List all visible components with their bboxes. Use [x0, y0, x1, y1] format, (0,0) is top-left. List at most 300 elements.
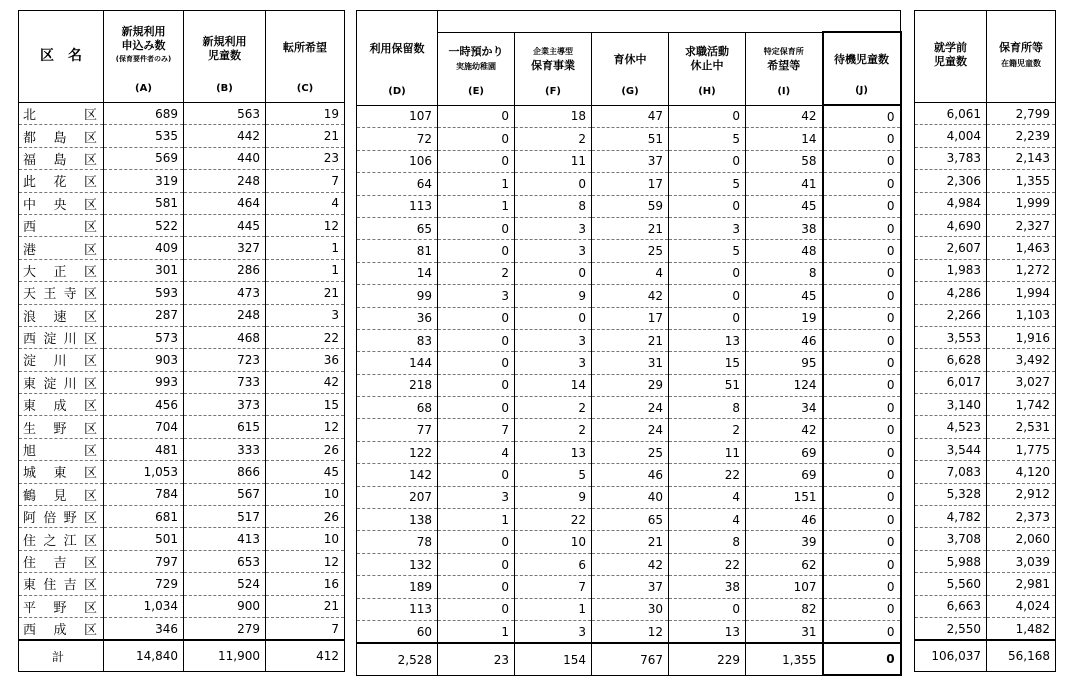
cell-a: 569	[104, 147, 184, 169]
cell-b: 468	[184, 326, 266, 348]
cell-i: 46	[746, 509, 823, 531]
cell-g: 37	[592, 576, 669, 598]
cell-a: 301	[104, 259, 184, 281]
cell-g: 31	[592, 352, 669, 374]
cell-c: 23	[266, 147, 345, 169]
ward-name: 生 野 区	[19, 416, 104, 438]
cell-g: 17	[592, 307, 669, 329]
cell-b: 11,900	[184, 640, 266, 672]
ward-name: 天王寺区	[19, 282, 104, 304]
cell-j: 0	[823, 419, 901, 441]
ward-name: 此 花 区	[19, 170, 104, 192]
cell-k: 6,628	[915, 349, 987, 371]
table-row	[915, 304, 1056, 326]
cell-h: 2	[669, 419, 746, 441]
waiting-table	[356, 10, 902, 676]
cell-j: 0	[823, 553, 901, 575]
cell-e: 0	[438, 464, 515, 486]
cell-f: 8	[515, 195, 592, 217]
cell-e: 23	[438, 643, 515, 675]
children-table	[914, 10, 1056, 672]
cell-a: 581	[104, 192, 184, 214]
cell-i: 31	[746, 620, 823, 643]
table-row	[19, 170, 345, 192]
cell-c: 16	[266, 573, 345, 595]
cell-f: 7	[515, 576, 592, 598]
cell-k: 4,782	[915, 506, 987, 528]
cell-c: 3	[266, 304, 345, 326]
ward-name: 旭 区	[19, 438, 104, 460]
cell-d: 113	[357, 598, 438, 620]
cell-a: 1,053	[104, 461, 184, 483]
cell-e: 3	[438, 285, 515, 307]
ward-name: 都 島 区	[19, 125, 104, 147]
cell-c: 26	[266, 438, 345, 460]
cell-b: 653	[184, 550, 266, 572]
cell-e: 4	[438, 441, 515, 463]
cell-e: 0	[438, 150, 515, 172]
cell-g: 17	[592, 173, 669, 195]
cell-d: 99	[357, 285, 438, 307]
cell-k: 6,663	[915, 595, 987, 617]
cell-h: 22	[669, 464, 746, 486]
cell-f: 13	[515, 441, 592, 463]
header-e: 一時預かり 実施幼稚園 (E)	[438, 32, 515, 105]
cell-c: 22	[266, 326, 345, 348]
cell-l: 2,981	[987, 573, 1056, 595]
header-b: 新規利用 児童数 (B)	[184, 11, 266, 103]
cell-b: 615	[184, 416, 266, 438]
cell-f: 3	[515, 329, 592, 351]
cell-d: 14	[357, 262, 438, 284]
cell-k: 2,306	[915, 170, 987, 192]
cell-l: 2,239	[987, 125, 1056, 147]
cell-k: 4,984	[915, 192, 987, 214]
cell-f: 3	[515, 217, 592, 239]
cell-h: 8	[669, 397, 746, 419]
cell-d: 138	[357, 509, 438, 531]
cell-d: 83	[357, 329, 438, 351]
cell-f: 14	[515, 374, 592, 396]
header-h: 求職活動 休止中 (H)	[669, 32, 746, 105]
cell-k: 1,983	[915, 259, 987, 281]
table-row	[357, 105, 901, 128]
table-row	[357, 195, 901, 217]
cell-a: 287	[104, 304, 184, 326]
cell-h: 0	[669, 262, 746, 284]
cell-a: 704	[104, 416, 184, 438]
cell-c: 21	[266, 125, 345, 147]
cell-g: 21	[592, 217, 669, 239]
cell-a: 346	[104, 617, 184, 640]
cell-a: 14,840	[104, 640, 184, 672]
cell-h: 3	[669, 217, 746, 239]
table-row	[915, 550, 1056, 572]
cell-e: 7	[438, 419, 515, 441]
cell-l: 2,531	[987, 416, 1056, 438]
table-row	[19, 617, 345, 640]
table-row	[19, 438, 345, 460]
table-row	[357, 531, 901, 553]
table-row	[915, 192, 1056, 214]
cell-j: 0	[823, 598, 901, 620]
cell-l: 2,060	[987, 528, 1056, 550]
table-row	[357, 352, 901, 374]
cell-k: 4,286	[915, 282, 987, 304]
cell-c: 45	[266, 461, 345, 483]
cell-g: 30	[592, 598, 669, 620]
cell-a: 993	[104, 371, 184, 393]
cell-i: 124	[746, 374, 823, 396]
cell-e: 1	[438, 620, 515, 643]
cell-l: 4,024	[987, 595, 1056, 617]
table-row	[357, 150, 901, 172]
cell-j: 0	[823, 285, 901, 307]
cell-b: 473	[184, 282, 266, 304]
cell-l: 2,799	[987, 103, 1056, 125]
cell-c: 12	[266, 416, 345, 438]
cell-b: 517	[184, 506, 266, 528]
cell-h: 5	[669, 240, 746, 262]
cell-g: 46	[592, 464, 669, 486]
cell-d: 218	[357, 374, 438, 396]
cell-h: 0	[669, 195, 746, 217]
cell-b: 440	[184, 147, 266, 169]
cell-b: 900	[184, 595, 266, 617]
ward-name: 西 成 区	[19, 617, 104, 640]
cell-h: 51	[669, 374, 746, 396]
cell-e: 0	[438, 531, 515, 553]
cell-k: 2,550	[915, 617, 987, 640]
table-row	[915, 259, 1056, 281]
cell-f: 2	[515, 397, 592, 419]
cell-k: 3,783	[915, 147, 987, 169]
table-row	[19, 416, 345, 438]
cell-e: 0	[438, 307, 515, 329]
cell-b: 333	[184, 438, 266, 460]
cell-d: 207	[357, 486, 438, 508]
table-row	[357, 419, 901, 441]
cell-c: 7	[266, 617, 345, 640]
table-row	[19, 103, 345, 125]
ward-name: 西 区	[19, 214, 104, 236]
cell-d: 2,528	[357, 643, 438, 675]
cell-i: 1,355	[746, 643, 823, 675]
table-row	[19, 506, 345, 528]
table-row	[915, 326, 1056, 348]
cell-d: 122	[357, 441, 438, 463]
table-row	[915, 483, 1056, 505]
cell-f: 5	[515, 464, 592, 486]
cell-b: 248	[184, 170, 266, 192]
cell-d: 64	[357, 173, 438, 195]
cell-l: 2,912	[987, 483, 1056, 505]
cell-l: 4,120	[987, 461, 1056, 483]
cell-d: 107	[357, 105, 438, 128]
cell-e: 1	[438, 173, 515, 195]
table-row	[915, 617, 1056, 640]
cell-k: 3,708	[915, 528, 987, 550]
table-row	[357, 329, 901, 351]
table-row	[915, 170, 1056, 192]
cell-d: 81	[357, 240, 438, 262]
cell-i: 42	[746, 419, 823, 441]
cell-l: 1,482	[987, 617, 1056, 640]
cell-e: 2	[438, 262, 515, 284]
header-a: 新規利用 申込み数 (保育要件者のみ) (A)	[104, 11, 184, 103]
header-j: 待機児童数 (J)	[823, 32, 901, 105]
cell-f: 0	[515, 307, 592, 329]
cell-c: 1	[266, 259, 345, 281]
cell-a: 784	[104, 483, 184, 505]
cell-i: 48	[746, 240, 823, 262]
ward-name: 東住吉区	[19, 573, 104, 595]
cell-e: 0	[438, 397, 515, 419]
header-ward: 区 名	[19, 11, 104, 103]
cell-f: 9	[515, 486, 592, 508]
cell-d: 113	[357, 195, 438, 217]
cell-i: 46	[746, 329, 823, 351]
cell-d: 78	[357, 531, 438, 553]
table-row	[19, 528, 345, 550]
cell-f: 2	[515, 419, 592, 441]
cell-e: 0	[438, 576, 515, 598]
cell-c: 12	[266, 550, 345, 572]
cell-f: 11	[515, 150, 592, 172]
cell-b: 524	[184, 573, 266, 595]
cell-a: 535	[104, 125, 184, 147]
table-row	[19, 394, 345, 416]
cell-i: 95	[746, 352, 823, 374]
cell-j: 0	[823, 128, 901, 150]
cell-i: 82	[746, 598, 823, 620]
cell-j: 0	[823, 509, 901, 531]
cell-k: 106,037	[915, 640, 987, 672]
cell-g: 42	[592, 553, 669, 575]
ward-name: 住之江区	[19, 528, 104, 550]
ward-name: 東 成 区	[19, 394, 104, 416]
ward-name: 鶴 見 区	[19, 483, 104, 505]
cell-j: 0	[823, 643, 901, 675]
cell-d: 77	[357, 419, 438, 441]
cell-l: 56,168	[987, 640, 1056, 672]
cell-d: 68	[357, 397, 438, 419]
cell-g: 25	[592, 240, 669, 262]
cell-g: 12	[592, 620, 669, 643]
cell-l: 1,355	[987, 170, 1056, 192]
cell-l: 3,039	[987, 550, 1056, 572]
cell-c: 21	[266, 282, 345, 304]
table-row	[19, 125, 345, 147]
table-row	[357, 217, 901, 239]
table-row	[915, 349, 1056, 371]
cell-f: 10	[515, 531, 592, 553]
cell-d: 106	[357, 150, 438, 172]
cell-d: 36	[357, 307, 438, 329]
cell-l: 2,327	[987, 214, 1056, 236]
cell-c: 7	[266, 170, 345, 192]
cell-a: 409	[104, 237, 184, 259]
table-row	[357, 486, 901, 508]
table-row	[19, 573, 345, 595]
ward-name: 平 野 区	[19, 595, 104, 617]
cell-a: 681	[104, 506, 184, 528]
table-row	[19, 461, 345, 483]
cell-g: 40	[592, 486, 669, 508]
table-row	[357, 374, 901, 396]
cell-k: 3,553	[915, 326, 987, 348]
table-row	[357, 397, 901, 419]
table-row	[915, 394, 1056, 416]
cell-g: 25	[592, 441, 669, 463]
cell-i: 69	[746, 464, 823, 486]
cell-j: 0	[823, 150, 901, 172]
cell-j: 0	[823, 329, 901, 351]
ward-name: 港 区	[19, 237, 104, 259]
table-row	[915, 595, 1056, 617]
cell-g: 37	[592, 150, 669, 172]
cell-f: 22	[515, 509, 592, 531]
table-row	[19, 237, 345, 259]
table-row	[915, 506, 1056, 528]
cell-j: 0	[823, 217, 901, 239]
cell-i: 19	[746, 307, 823, 329]
cell-e: 0	[438, 598, 515, 620]
ward-name: 住 吉 区	[19, 550, 104, 572]
cell-j: 0	[823, 620, 901, 643]
cell-l: 3,492	[987, 349, 1056, 371]
cell-l: 1,272	[987, 259, 1056, 281]
cell-b: 327	[184, 237, 266, 259]
cell-i: 38	[746, 217, 823, 239]
cell-h: 0	[669, 150, 746, 172]
cell-l: 3,027	[987, 371, 1056, 393]
ward-name: 中 央 区	[19, 192, 104, 214]
table-row	[915, 103, 1056, 125]
table-row	[357, 553, 901, 575]
cell-j: 0	[823, 531, 901, 553]
cell-h: 5	[669, 173, 746, 195]
cell-l: 1,916	[987, 326, 1056, 348]
cell-j: 0	[823, 262, 901, 284]
table-row	[915, 371, 1056, 393]
cell-l: 1,994	[987, 282, 1056, 304]
cell-c: 19	[266, 103, 345, 125]
cell-f: 154	[515, 643, 592, 675]
cell-d: 142	[357, 464, 438, 486]
header-l: 保育所等 在籍児童数	[987, 11, 1056, 103]
cell-l: 1,775	[987, 438, 1056, 460]
header-f: 企業主導型 保育事業 (F)	[515, 32, 592, 105]
cell-h: 13	[669, 329, 746, 351]
ward-name: 阿倍野区	[19, 506, 104, 528]
cell-a: 593	[104, 282, 184, 304]
cell-h: 0	[669, 105, 746, 128]
table-row	[19, 371, 345, 393]
cell-d: 132	[357, 553, 438, 575]
cell-c: 42	[266, 371, 345, 393]
cell-k: 5,328	[915, 483, 987, 505]
table-row	[357, 240, 901, 262]
cell-j: 0	[823, 576, 901, 598]
cell-c: 12	[266, 214, 345, 236]
cell-h: 13	[669, 620, 746, 643]
cell-a: 729	[104, 573, 184, 595]
cell-b: 286	[184, 259, 266, 281]
cell-f: 3	[515, 352, 592, 374]
cell-c: 36	[266, 349, 345, 371]
cell-h: 38	[669, 576, 746, 598]
cell-a: 522	[104, 214, 184, 236]
cell-i: 41	[746, 173, 823, 195]
cell-f: 3	[515, 620, 592, 643]
cell-h: 0	[669, 598, 746, 620]
cell-g: 21	[592, 329, 669, 351]
table-row	[19, 326, 345, 348]
cell-c: 26	[266, 506, 345, 528]
cell-i: 107	[746, 576, 823, 598]
cell-f: 6	[515, 553, 592, 575]
cell-g: 65	[592, 509, 669, 531]
cell-a: 689	[104, 103, 184, 125]
cell-f: 2	[515, 128, 592, 150]
ward-name: 計	[19, 640, 104, 672]
table-row	[915, 528, 1056, 550]
applications-table	[18, 10, 345, 672]
cell-b: 442	[184, 125, 266, 147]
cell-i: 42	[746, 105, 823, 128]
ward-name: 大 正 区	[19, 259, 104, 281]
cell-f: 18	[515, 105, 592, 128]
cell-f: 9	[515, 285, 592, 307]
table-row	[357, 620, 901, 643]
cell-l: 2,373	[987, 506, 1056, 528]
table-row	[357, 441, 901, 463]
cell-g: 42	[592, 285, 669, 307]
cell-a: 573	[104, 326, 184, 348]
cell-h: 5	[669, 128, 746, 150]
cell-c: 4	[266, 192, 345, 214]
cell-l: 1,463	[987, 237, 1056, 259]
cell-l: 1,999	[987, 192, 1056, 214]
table-row	[19, 595, 345, 617]
header-k: 就学前 児童数	[915, 11, 987, 103]
ward-name: 西淀川区	[19, 326, 104, 348]
cell-k: 4,004	[915, 125, 987, 147]
header-i: 特定保育所 希望等 (I)	[746, 32, 823, 105]
cell-j: 0	[823, 105, 901, 128]
cell-h: 11	[669, 441, 746, 463]
cell-h: 229	[669, 643, 746, 675]
cell-b: 866	[184, 461, 266, 483]
cell-a: 797	[104, 550, 184, 572]
table-row	[357, 576, 901, 598]
cell-j: 0	[823, 195, 901, 217]
cell-h: 22	[669, 553, 746, 575]
cell-k: 3,544	[915, 438, 987, 460]
cell-j: 0	[823, 240, 901, 262]
cell-e: 1	[438, 509, 515, 531]
table-row	[19, 192, 345, 214]
table-row	[19, 304, 345, 326]
total-row	[915, 640, 1056, 672]
cell-j: 0	[823, 352, 901, 374]
cell-j: 0	[823, 397, 901, 419]
cell-k: 4,690	[915, 214, 987, 236]
cell-e: 0	[438, 128, 515, 150]
table-row	[19, 483, 345, 505]
table-row	[357, 285, 901, 307]
